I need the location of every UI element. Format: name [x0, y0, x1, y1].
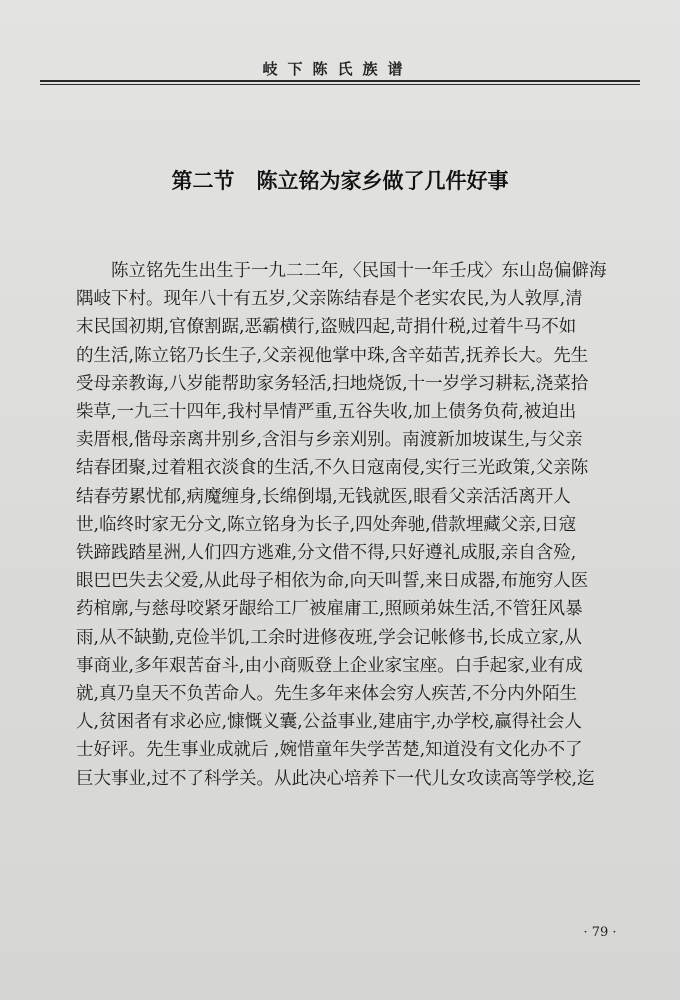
text-line: 铁蹄践踏星洲,人们四方逃难,分文借不得,只好遵礼成服,亲自含殓, [76, 543, 577, 564]
text-line: 柴草,一九三十四年,我村旱情严重,五谷失收,加上债务负荷,被迫出 [76, 402, 577, 423]
text-line: 末民国初期,官僚割踞,恶霸横行,盗贼四起,苛捐什税,过着牛马不如 [76, 317, 577, 338]
page-number: · 79 · [583, 925, 617, 940]
text-line: 卖厝根,偕母亲离井别乡,含泪与乡亲刈别。南渡新加坡谋生,与父亲 [76, 430, 583, 451]
text-line: 陈立铭先生出生于一九二二年,〈民国十一年壬戌〉东山岛偏僻海 [76, 261, 607, 281]
section-heading [40, 165, 640, 195]
running-header: 岐下陈氏族谱 [262, 60, 413, 78]
text-line: 隅岐下村。现年八十有五岁,父亲陈结春是个老实农民,为人敦厚,清 [76, 289, 583, 310]
text-line: 结春团聚,过着粗衣淡食的生活,不久日寇南侵,实行三光政策,父亲陈 [76, 458, 589, 479]
header-rule-thick [40, 80, 640, 82]
text-line: 受母亲教诲,八岁能帮助家务轻活,扫地烧饭,十一岁学习耕耘,浇菜拾 [76, 373, 589, 394]
text-line: 雨,从不缺勤,克俭半饥,工余时进修夜班,学会记帐修书,长成立家,从 [76, 627, 582, 648]
header-rule-thin [40, 84, 640, 85]
text-line: 世,临终时家无分文,陈立铭身为长子,四处奔驰,借款埋藏父亲,日寇 [76, 514, 577, 535]
text-line: 药棺廓,与慈母咬紧牙龈给工厂被雇庸工,照顾弟妹生活,不管狂风暴 [76, 599, 583, 620]
text-line: 巨大事业,过不了科学关。从此决心培养下一代儿女攻读高等学校,迄 [76, 768, 595, 789]
section-title: 陈立铭为家乡做了几件好事 [256, 168, 509, 193]
text-line: 结春劳累忧郁,病魔缠身,长绵倒塌,无钱就医,眼看父亲活活离开人 [76, 486, 571, 507]
text-line: 眼巴巴失去父爱,从此母子相依为命,向天叫誓,来日成器,布施穷人医 [76, 571, 589, 592]
text-line: 人,贫困者有求必应,慷慨义囊,公益事业,建庙宇,办学校,赢得社会人 [76, 712, 582, 733]
section-label: 第二节 [171, 168, 235, 193]
text-line: 事商业,多年艰苦奋斗,由小商贩登上企业家宝座。白手起家,业有成 [76, 655, 583, 676]
text-line: 就,真乃皇天不负苦命人。先生多年来体会穷人疾苦,不分内外陌生 [76, 684, 578, 705]
body-text [76, 257, 632, 793]
text-line: 的生活,陈立铭乃长生子,父亲视他掌中珠,含辛茹苦,抚养长大。先生 [76, 345, 589, 366]
text-line: 士好评。先生事业成就后 ,婉惜童年失学苦楚,知道没有文化办不了 [76, 740, 583, 761]
